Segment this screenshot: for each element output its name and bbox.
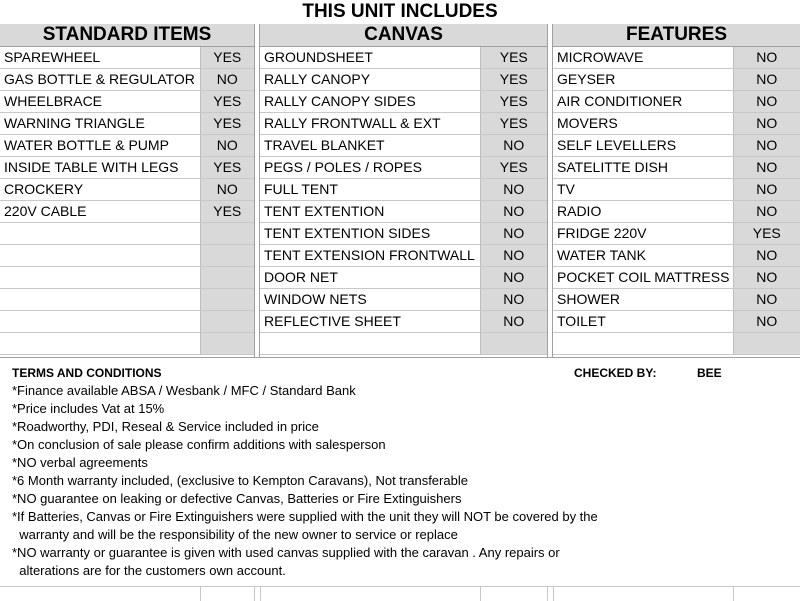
item-label: AIR CONDITIONER — [553, 91, 733, 113]
terms-line: *Finance available ABSA / Wesbank / MFC / Standard Bank — [12, 383, 356, 398]
table-row — [0, 91, 254, 113]
item-label: POCKET COIL MATTRESS — [553, 267, 733, 289]
table-row — [553, 245, 800, 267]
table-row — [0, 135, 254, 157]
grid-line — [254, 587, 255, 601]
table-row — [0, 267, 254, 289]
item-label: GAS BOTTLE & REGULATOR — [0, 69, 200, 91]
table-row — [553, 135, 800, 157]
item-value: NO — [480, 179, 547, 201]
grid-line — [480, 587, 481, 601]
item-value: YES — [200, 113, 254, 135]
table-row — [553, 267, 800, 289]
item-label: TENT EXTENTION — [260, 201, 480, 223]
table-row — [553, 333, 800, 355]
item-value: YES — [200, 91, 254, 113]
table-row — [553, 201, 800, 223]
item-label: GROUNDSHEET — [260, 47, 480, 69]
item-label — [0, 245, 200, 267]
item-value: YES — [200, 157, 254, 179]
terms-line: *If Batteries, Canvas or Fire Extinguishers were supplied with the unit they will NOT be covered by the — [12, 509, 598, 524]
table-row — [0, 179, 254, 201]
table-row — [0, 289, 254, 311]
item-label: PEGS / POLES / ROPES — [260, 157, 480, 179]
item-value: YES — [200, 201, 254, 223]
item-label: INSIDE TABLE WITH LEGS — [0, 157, 200, 179]
item-label: TRAVEL BLANKET — [260, 135, 480, 157]
item-label: 220V CABLE — [0, 201, 200, 223]
terms-line: alterations are for the customers own account. — [12, 563, 286, 578]
item-label — [0, 289, 200, 311]
item-label: WARNING TRIANGLE — [0, 113, 200, 135]
item-value: YES — [480, 47, 547, 69]
features-header: FEATURES — [553, 24, 800, 47]
grid-line — [260, 587, 261, 601]
item-value — [480, 333, 547, 355]
features-table — [553, 24, 800, 355]
item-value: YES — [480, 157, 547, 179]
item-label: MICROWAVE — [553, 47, 733, 69]
section-divider — [0, 357, 800, 358]
table-row — [260, 91, 547, 113]
item-label: SHOWER — [553, 289, 733, 311]
item-label: SPAREWHEEL — [0, 47, 200, 69]
table-row — [0, 223, 254, 245]
item-value: NO — [733, 157, 800, 179]
item-label: CROCKERY — [0, 179, 200, 201]
canvas-table — [260, 24, 547, 355]
item-value: NO — [480, 245, 547, 267]
table-row — [553, 223, 800, 245]
item-value: YES — [480, 113, 547, 135]
item-value: NO — [733, 245, 800, 267]
item-value — [200, 245, 254, 267]
item-label: WINDOW NETS — [260, 289, 480, 311]
canvas-header: CANVAS — [260, 24, 547, 47]
checked-by-value: BEE — [697, 366, 722, 380]
features-section — [553, 24, 800, 355]
table-row — [553, 47, 800, 69]
terms-title: TERMS AND CONDITIONS — [12, 366, 162, 380]
item-label: REFLECTIVE SHEET — [260, 311, 480, 333]
item-value: NO — [480, 135, 547, 157]
table-row — [260, 135, 547, 157]
canvas-section — [260, 24, 547, 355]
terms-line: *On conclusion of sale please confirm additions with salesperson — [12, 437, 386, 452]
table-row — [260, 113, 547, 135]
item-label — [0, 311, 200, 333]
item-label: WATER TANK — [553, 245, 733, 267]
table-row — [553, 179, 800, 201]
table-row — [553, 69, 800, 91]
item-value: NO — [480, 201, 547, 223]
item-label: TENT EXTENSION FRONTWALL — [260, 245, 480, 267]
table-row — [0, 201, 254, 223]
item-value: NO — [200, 135, 254, 157]
item-label: WATER BOTTLE & PUMP — [0, 135, 200, 157]
table-row — [553, 91, 800, 113]
terms-line: warranty and will be the responsibility of the new owner to service or replace — [12, 527, 458, 542]
item-value — [200, 223, 254, 245]
table-row — [260, 267, 547, 289]
item-value: NO — [733, 289, 800, 311]
table-row — [0, 47, 254, 69]
item-label — [260, 333, 480, 355]
item-value: YES — [733, 223, 800, 245]
terms-section — [12, 364, 792, 580]
grid-line — [733, 587, 734, 601]
table-row — [0, 245, 254, 267]
item-label: FULL TENT — [260, 179, 480, 201]
grid-line — [553, 587, 554, 601]
item-value: NO — [733, 47, 800, 69]
item-value — [200, 267, 254, 289]
table-row — [260, 289, 547, 311]
item-value — [200, 333, 254, 355]
terms-line: *6 Month warranty included, (exclusive to Kempton Caravans), Not transferable — [12, 473, 468, 488]
standard-items-table — [0, 24, 254, 355]
table-row — [260, 47, 547, 69]
terms-line: *NO warranty or guarantee is given with used canvas supplied with the caravan . Any repairs or — [12, 545, 560, 560]
item-label — [0, 223, 200, 245]
item-value: NO — [480, 223, 547, 245]
item-value — [200, 311, 254, 333]
table-row — [0, 69, 254, 91]
standard-items-header: STANDARD ITEMS — [0, 24, 254, 47]
item-label: TOILET — [553, 311, 733, 333]
terms-list — [12, 382, 792, 580]
item-label — [553, 333, 733, 355]
item-value: NO — [733, 135, 800, 157]
table-row — [260, 157, 547, 179]
item-label: MOVERS — [553, 113, 733, 135]
item-value: NO — [480, 267, 547, 289]
table-row — [553, 113, 800, 135]
item-label: RALLY CANOPY — [260, 69, 480, 91]
item-value: NO — [733, 311, 800, 333]
item-label: GEYSER — [553, 69, 733, 91]
item-label — [0, 267, 200, 289]
item-value: YES — [200, 47, 254, 69]
item-value: NO — [480, 311, 547, 333]
item-label: SATELITTE DISH — [553, 157, 733, 179]
grid-line — [200, 587, 201, 601]
table-row — [260, 245, 547, 267]
table-row — [260, 201, 547, 223]
item-label: RADIO — [553, 201, 733, 223]
item-value: NO — [200, 179, 254, 201]
table-row — [260, 69, 547, 91]
table-row — [260, 223, 547, 245]
item-label — [0, 333, 200, 355]
table-row — [553, 157, 800, 179]
terms-line: *Price includes Vat at 15% — [12, 401, 165, 416]
item-label: TENT EXTENTION SIDES — [260, 223, 480, 245]
table-row — [0, 113, 254, 135]
item-label: WHEELBRACE — [0, 91, 200, 113]
table-row — [553, 311, 800, 333]
item-label: FRIDGE 220V — [553, 223, 733, 245]
item-label: RALLY FRONTWALL & EXT — [260, 113, 480, 135]
bottom-grid — [0, 586, 800, 601]
table-row — [260, 311, 547, 333]
item-value — [733, 333, 800, 355]
terms-line: *Roadworthy, PDI, Reseal & Service included in price — [12, 419, 319, 434]
item-label: TV — [553, 179, 733, 201]
table-row — [0, 311, 254, 333]
item-value: YES — [480, 69, 547, 91]
page-title: THIS UNIT INCLUDES — [302, 1, 498, 22]
table-row — [553, 289, 800, 311]
item-value: NO — [480, 289, 547, 311]
item-value: NO — [733, 91, 800, 113]
item-value: NO — [200, 69, 254, 91]
grid-line — [547, 587, 548, 601]
table-row — [260, 179, 547, 201]
item-value: YES — [480, 91, 547, 113]
item-value — [200, 289, 254, 311]
item-label: DOOR NET — [260, 267, 480, 289]
item-label: RALLY CANOPY SIDES — [260, 91, 480, 113]
terms-line: *NO verbal agreements — [12, 455, 148, 470]
checked-by-label: CHECKED BY: — [574, 366, 657, 380]
item-value: NO — [733, 201, 800, 223]
terms-line: *NO guarantee on leaking or defective Canvas, Batteries or Fire Extinguishers — [12, 491, 462, 506]
item-value: NO — [733, 267, 800, 289]
item-value: NO — [733, 179, 800, 201]
standard-items-section — [0, 24, 254, 355]
table-row — [260, 333, 547, 355]
item-value: NO — [733, 69, 800, 91]
item-value: NO — [733, 113, 800, 135]
table-row — [0, 333, 254, 355]
item-label: SELF LEVELLERS — [553, 135, 733, 157]
table-row — [0, 157, 254, 179]
